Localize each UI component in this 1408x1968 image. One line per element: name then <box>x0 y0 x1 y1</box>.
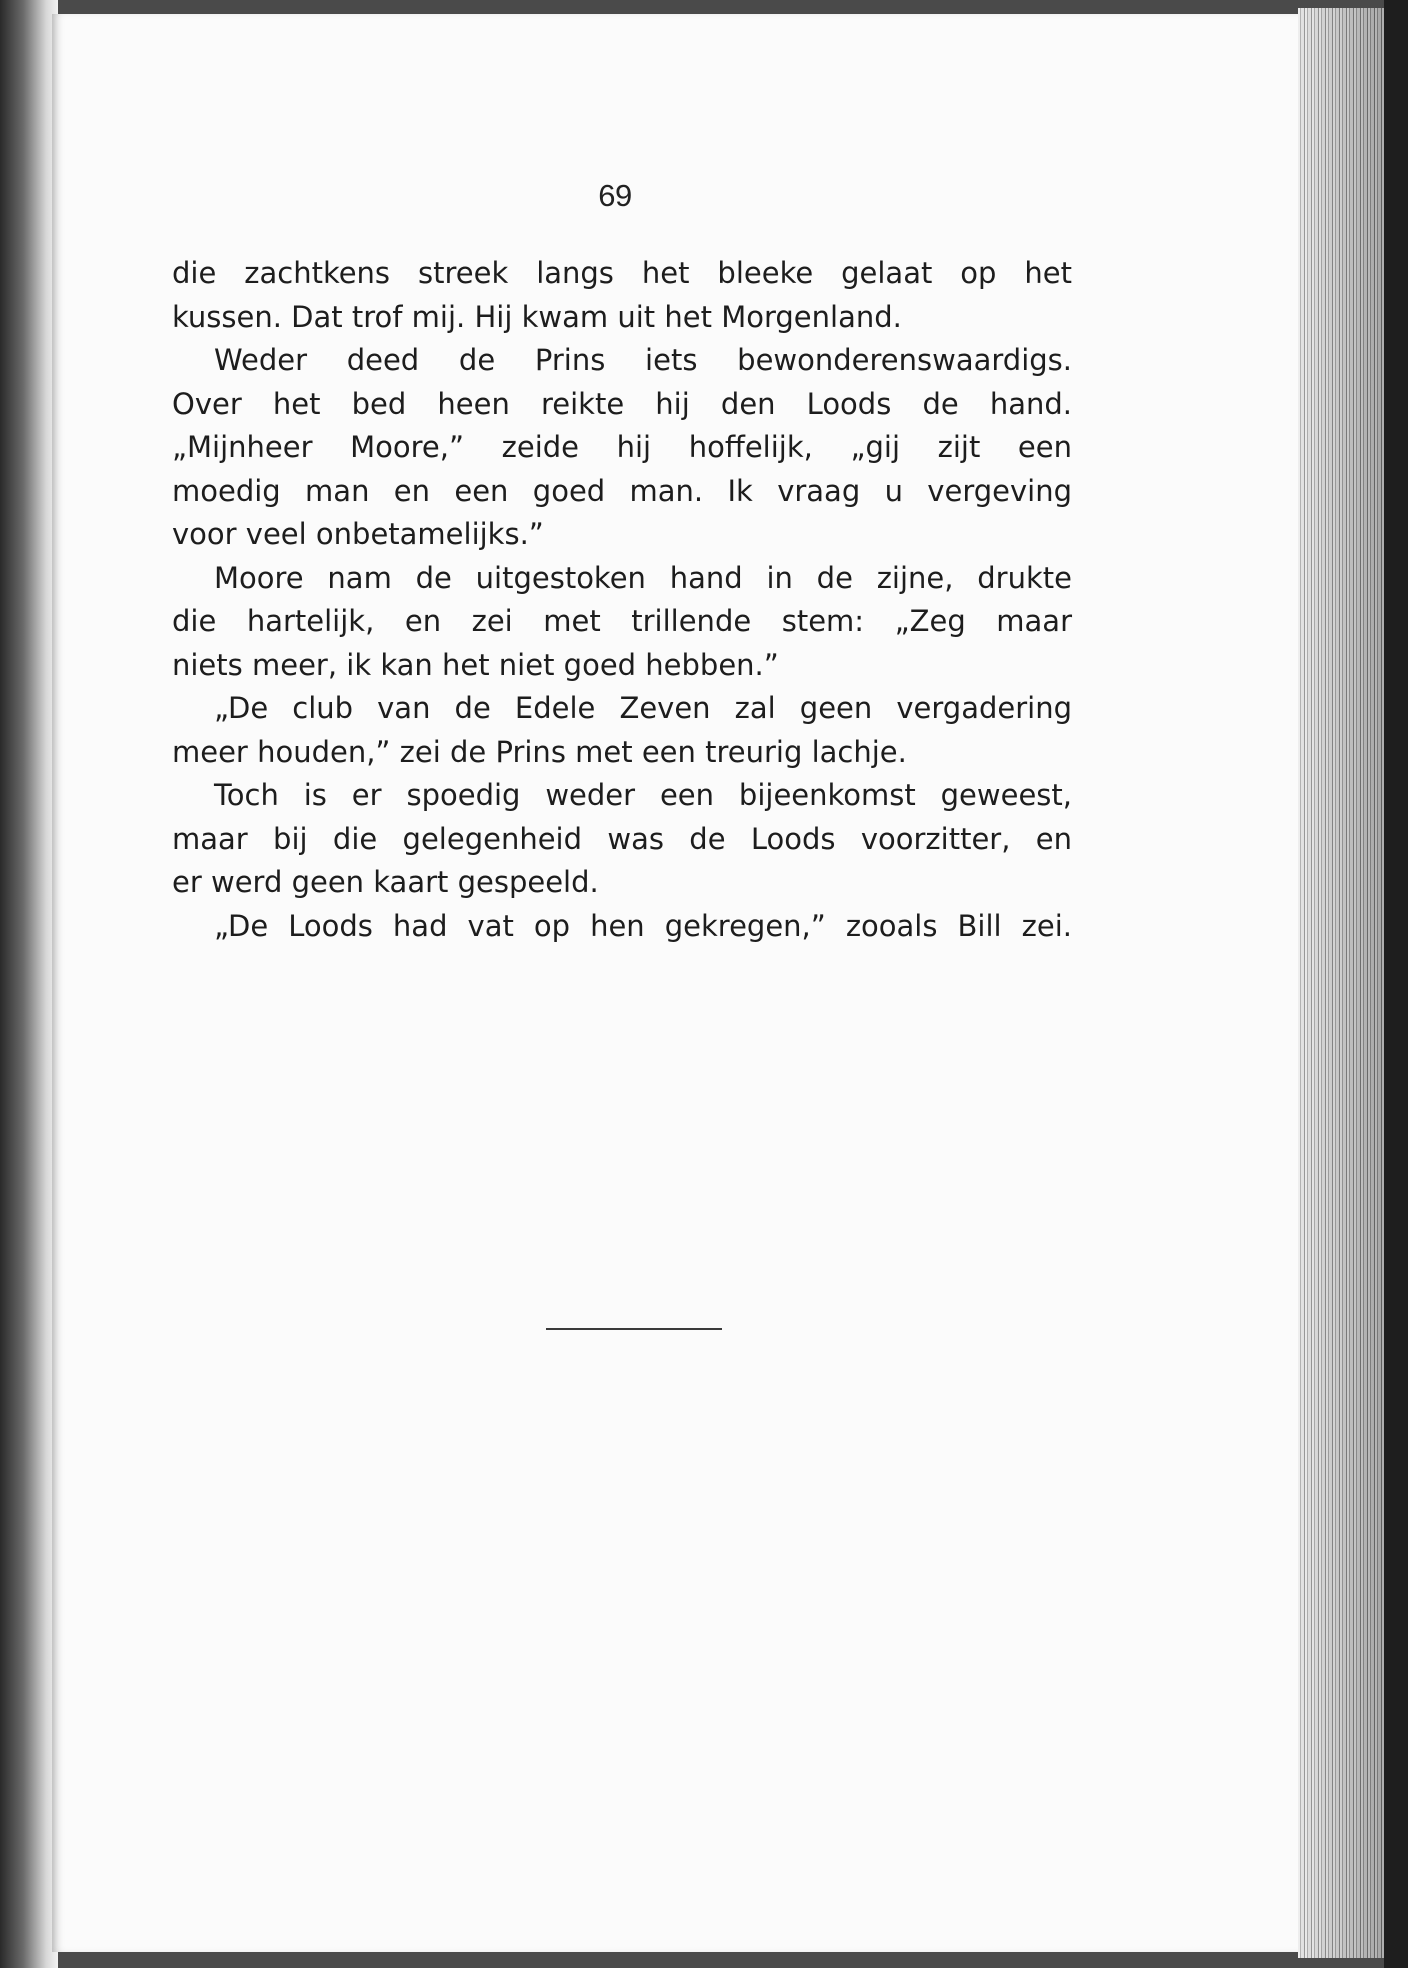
body-text <box>172 252 1072 948</box>
text-line: er werd geen kaart gespeeld. <box>172 865 599 899</box>
text-line: die zachtkens streek langs het bleeke gelaat op het <box>172 256 1072 290</box>
text-line: Weder deed de Prins iets bewonderenswaardigs. <box>214 343 1072 377</box>
text-line: meer houden,” zei de Prins met een treurig lachje. <box>172 734 907 769</box>
text-line: „De club van de Edele Zeven zal geen vergadering <box>214 691 1072 725</box>
text-line: maar bij die gelegenheid was de Loods voorzitter, en <box>172 821 1072 856</box>
scan-background-edge <box>1384 0 1408 1968</box>
end-of-chapter-rule <box>546 1328 722 1330</box>
text-line: „De Loods had vat op hen gekregen,” zooals Bill zei. <box>214 908 1072 943</box>
text-line: „Mijnheer Moore,” zeide hij hoffelijk, „gij zijt een <box>172 430 1072 464</box>
text-line: moedig man en een goed man. Ik vraag u vergeving <box>172 473 1072 508</box>
page-number: 69 <box>598 178 632 213</box>
text-line: voor veel onbetamelijks.” <box>172 517 544 551</box>
text-line: Over het bed heen reikte hij den Loods de hand. <box>172 386 1072 421</box>
text-line: Toch is er spoedig weder een bijeenkomst geweest, <box>214 778 1072 812</box>
text-line: Moore nam de uitgestoken hand in de zijne, drukte <box>214 560 1072 595</box>
binding-gutter <box>0 0 58 1968</box>
text-line: die hartelijk, en zei met trillende stem: „Zeg maar <box>172 604 1072 638</box>
page-edges <box>1298 8 1384 1958</box>
text-line: niets meer, ik kan het niet goed hebben.” <box>172 647 779 682</box>
text-line: kussen. Dat trof mij. Hij kwam uit het Morgenland. <box>172 299 902 334</box>
